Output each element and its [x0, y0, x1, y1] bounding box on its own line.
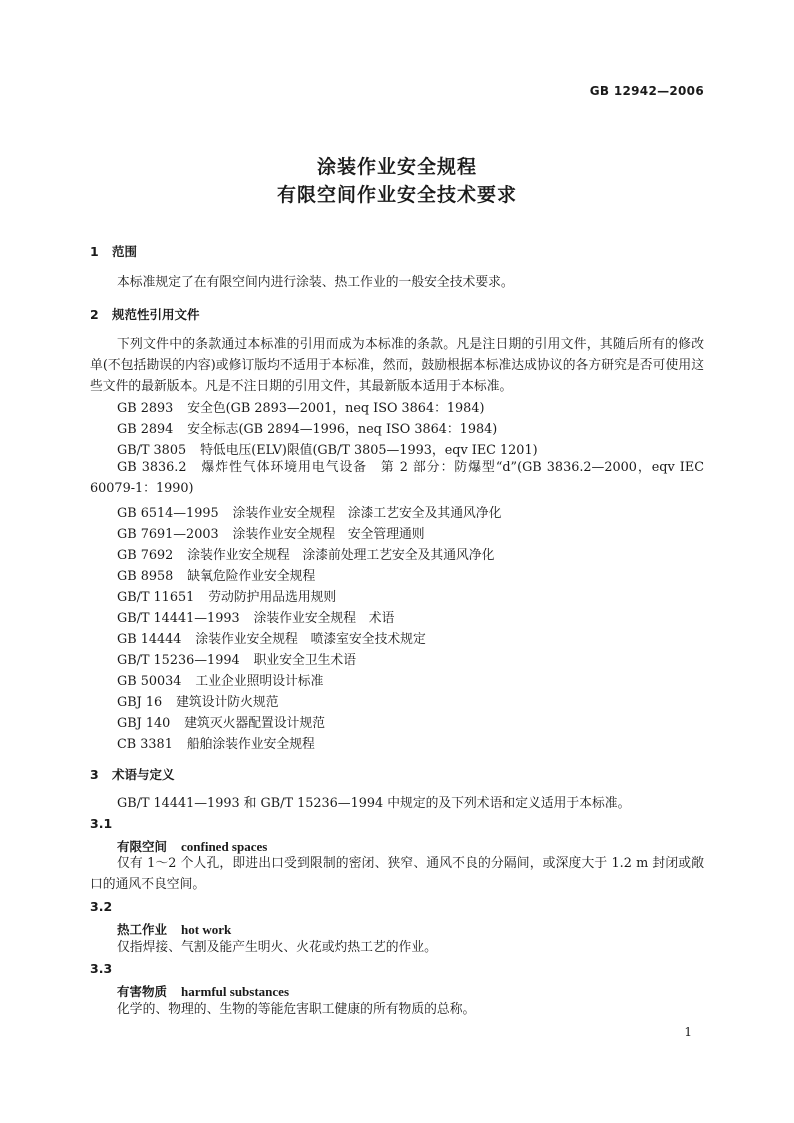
reference-title: 建筑灭火器配置设计规范	[184, 716, 326, 731]
reference-code: GBJ 16	[117, 695, 163, 710]
reference-title: 特低电压(ELV)限值(GB/T 3805—1993，eqv IEC 1201)	[200, 443, 538, 458]
reference-title: 爆炸性气体环境用电气设备 第 2 部分：防爆型“d”(GB 3836.2—2000，eqv IEC 60079-1：1990)	[90, 460, 704, 496]
reference-title: 涂装作业安全规程 涂漆前处理工艺安全及其通风净化	[187, 548, 495, 563]
reference-code: GB 50034	[117, 674, 182, 689]
scope-paragraph: 本标准规定了在有限空间内进行涂装、热工作业的一般安全技术要求。	[117, 275, 514, 290]
reference-code: GB/T 15236—1994	[117, 653, 240, 668]
standard-code: GB 12942—2006	[589, 84, 704, 98]
reference-code: GB 7691—2003	[117, 527, 219, 542]
reference-item	[90, 457, 704, 499]
reference-item	[117, 544, 494, 563]
reference-title: 工业企业照明设计标准	[195, 674, 324, 689]
reference-item	[117, 712, 325, 731]
reference-item	[117, 439, 538, 458]
term-definition: 化学的、物理的、生物的等能危害职工健康的所有物质的总称。	[117, 1002, 476, 1017]
reference-title: 涂装作业安全规程 涂漆工艺安全及其通风净化	[232, 506, 502, 521]
term-definition: 仅指焊接、气割及能产生明火、火花或灼热工艺的作业。	[117, 940, 437, 955]
term-en: hot work	[181, 922, 232, 937]
reference-code: GB 2894	[117, 422, 174, 437]
reference-item	[117, 523, 425, 542]
references-intro-paragraph: 下列文件中的条款通过本标准的引用而成为本标准的条款。凡是注日期的引用文件，其随后所有的修改单(不包括勘误的内容)或修订版均不适用于本标准，然而，鼓励根据本标准达成协议的各方研究是否可使用这些文件的最新版本。凡是不注日期的引用文件，其最新版本适用于本标准。	[90, 337, 704, 394]
reference-item	[117, 397, 484, 416]
section-title: 规范性引用文件	[112, 307, 200, 322]
reference-code: GB 8958	[117, 569, 174, 584]
clause-number: 3.1	[90, 816, 113, 831]
reference-title: 涂装作业安全规程 术语	[253, 611, 395, 626]
term-en: harmful substances	[181, 984, 290, 999]
reference-code: GB/T 3805	[117, 443, 187, 458]
reference-title: 缺氧危险作业安全规程	[187, 569, 316, 584]
term-en: confined spaces	[181, 839, 268, 854]
section-heading-terms	[90, 765, 175, 783]
reference-title: 安全标志(GB 2894—1996，neq ISO 3864：1984)	[187, 422, 498, 437]
section-number: 1	[90, 244, 99, 259]
reference-item	[117, 565, 315, 584]
term-definition: 仅有 1～2 个人孔，即进出口受到限制的密闭、狭窄、通风不良的分隔间，或深度大于 1.2 m 封闭或敞口的通风不良空间。	[90, 856, 704, 892]
reference-code: CB 3381	[117, 737, 173, 752]
reference-title: 建筑设计防火规范	[176, 695, 279, 710]
clause-number: 3.2	[90, 899, 113, 914]
term-cn: 热工作业	[117, 922, 168, 937]
reference-title: 安全色(GB 2893—2001，neq ISO 3864：1984)	[187, 401, 485, 416]
clause-number: 3.3	[90, 961, 113, 976]
section-number: 2	[90, 307, 99, 322]
section-heading-references	[90, 305, 200, 323]
reference-code: GBJ 140	[117, 716, 171, 731]
reference-item	[117, 733, 315, 752]
section-number: 3	[90, 767, 99, 782]
reference-title: 劳动防护用品选用规则	[208, 590, 337, 605]
term-cn: 有限空间	[117, 839, 168, 854]
terms-intro-paragraph: GB/T 14441—1993 和 GB/T 15236—1994 中规定的及下列术语和定义适用于本标准。	[117, 796, 631, 811]
reference-title: 职业安全卫生术语	[253, 653, 356, 668]
reference-item	[117, 670, 323, 689]
page-number: 1	[684, 1025, 692, 1039]
term-heading	[117, 982, 289, 1000]
reference-item	[117, 628, 426, 647]
reference-title: 船舶涂装作业安全规程	[186, 737, 315, 752]
reference-item	[117, 607, 394, 626]
reference-item	[117, 418, 497, 437]
reference-code: GB/T 11651	[117, 590, 195, 605]
section-title: 范围	[112, 244, 138, 259]
document-title-line1: 涂装作业安全规程	[316, 156, 477, 178]
reference-code: GB 6514—1995	[117, 506, 219, 521]
reference-title: 涂装作业安全规程 安全管理通则	[232, 527, 425, 542]
section-title: 术语与定义	[112, 767, 175, 782]
reference-item	[117, 502, 501, 521]
reference-code: GB 7692	[117, 548, 174, 563]
reference-code: GB 3836.2	[117, 460, 187, 475]
section-heading-scope	[90, 242, 137, 260]
reference-item	[117, 691, 278, 710]
reference-code: GB 2893	[117, 401, 174, 416]
reference-item	[117, 586, 336, 605]
term-cn: 有害物质	[117, 984, 168, 999]
reference-code: GB/T 14441—1993	[117, 611, 240, 626]
reference-item	[117, 649, 356, 668]
reference-title: 涂装作业安全规程 喷漆室安全技术规定	[195, 632, 426, 647]
document-title-line2: 有限空间作业安全技术要求	[276, 184, 517, 206]
term-heading	[117, 920, 231, 938]
reference-code: GB 14444	[117, 632, 182, 647]
